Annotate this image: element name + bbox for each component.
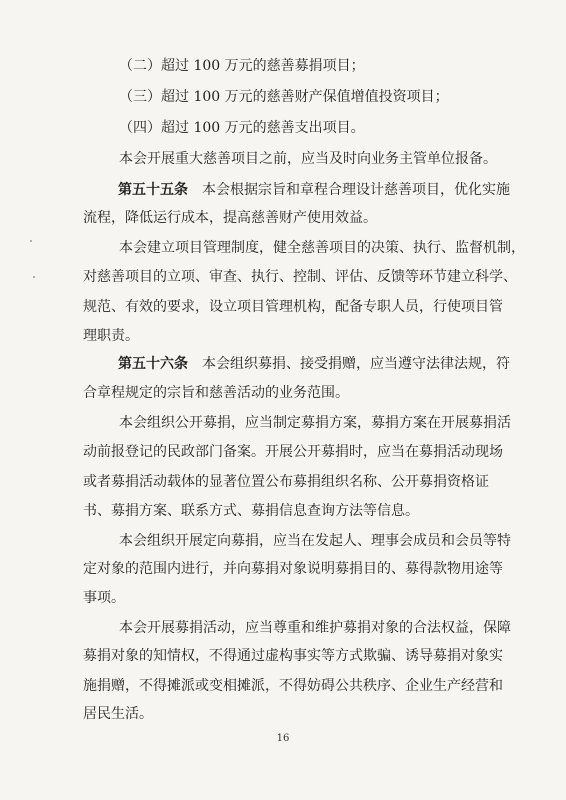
body-line <box>83 646 503 666</box>
body-line <box>119 56 365 76</box>
line-text: 定对象的范围内进行，并向募捐对象说明募捐目的、募得款物用途等 <box>83 561 503 577</box>
line-text: 本会开展重大慈善项目之前，应当及时向业务主管单位报备。 <box>119 151 497 167</box>
line-text: 本会根据宗旨和章程合理设计慈善项目，优化实施 <box>202 182 510 198</box>
body-line <box>83 208 377 228</box>
body-line <box>83 442 503 462</box>
line-text: 合章程规定的宗旨和慈善活动的业务范围。 <box>83 385 349 401</box>
body-line <box>83 501 419 521</box>
body-line <box>119 413 511 433</box>
spacer <box>188 182 202 198</box>
body-line <box>83 588 126 608</box>
line-text: （二）超过 100 万元的慈善募捐项目； <box>119 58 365 74</box>
line-text: 本会建立项目管理制度，健全慈善项目的决策、执行、监督机制， <box>119 240 525 256</box>
body-line <box>83 704 153 724</box>
line-text: 理职责。 <box>83 328 139 344</box>
line-text: （三）超过 100 万元的慈善财产保值增值投资项目； <box>119 89 449 105</box>
line-text: 施捐赠，不得摊派或变相摊派，不得妨碍公共秩序、企业生产经营和 <box>83 678 503 694</box>
body-line <box>119 531 511 551</box>
line-text: 本会组织公开募捐，应当制定募捐方案，募捐方案在开展募捐活 <box>119 415 511 431</box>
line-text: 本会组织募捐、接受捐赠，应当遵守法律法规，符 <box>202 356 510 372</box>
article-number: 第五十五条 <box>118 182 188 198</box>
body-line <box>119 149 497 169</box>
body-line <box>83 559 503 579</box>
line-text: 流程，降低运行成本，提高慈善财产使用效益。 <box>83 210 377 226</box>
body-line <box>83 676 503 696</box>
line-text: 对慈善项目的立项、审查、执行、控制、评估、反馈等环节建立科学、 <box>83 269 517 285</box>
line-text: （四）超过 100 万元的慈善支出项目。 <box>119 120 365 136</box>
page-number: 16 <box>276 733 290 744</box>
line-text: 书、募捐方案、联系方式、募捐信息查询方法等信息。 <box>83 503 419 519</box>
spacer <box>188 356 202 372</box>
line-text: 动前报登记的民政部门备案。开展公开募捐时，应当在募捐活动现场 <box>83 444 503 460</box>
body-line <box>119 118 365 138</box>
body-line <box>83 383 348 403</box>
article-number: 第五十六条 <box>118 356 188 372</box>
scan-speck <box>30 240 32 242</box>
line-text: 规范、有效的要求，设立项目管理机构，配备专职人员，行使项目管 <box>83 299 503 315</box>
body-line <box>83 267 517 287</box>
body-line <box>119 238 525 258</box>
article-line <box>118 354 510 374</box>
body-line <box>83 326 141 346</box>
line-text: 本会组织开展定向募捐，应当在发起人、理事会成员和会员等特 <box>119 533 511 549</box>
line-text: 募捐对象的知情权，不得通过虚构事实等方式欺骗、诱导募捐对象实 <box>83 648 503 664</box>
line-text: 本会开展募捐活动，应当尊重和维护募捐对象的合法权益，保障 <box>119 620 511 636</box>
article-line <box>118 180 510 200</box>
line-text: 事项。 <box>83 590 125 606</box>
scan-speck <box>33 276 35 278</box>
line-text: 居民生活。 <box>83 706 153 722</box>
body-line <box>83 297 503 317</box>
body-line <box>119 618 511 638</box>
body-line <box>83 472 489 492</box>
line-text: 或者募捐活动载体的显著位置公布募捐组织名称、公开募捐资格证 <box>83 474 489 490</box>
body-line <box>119 87 449 107</box>
